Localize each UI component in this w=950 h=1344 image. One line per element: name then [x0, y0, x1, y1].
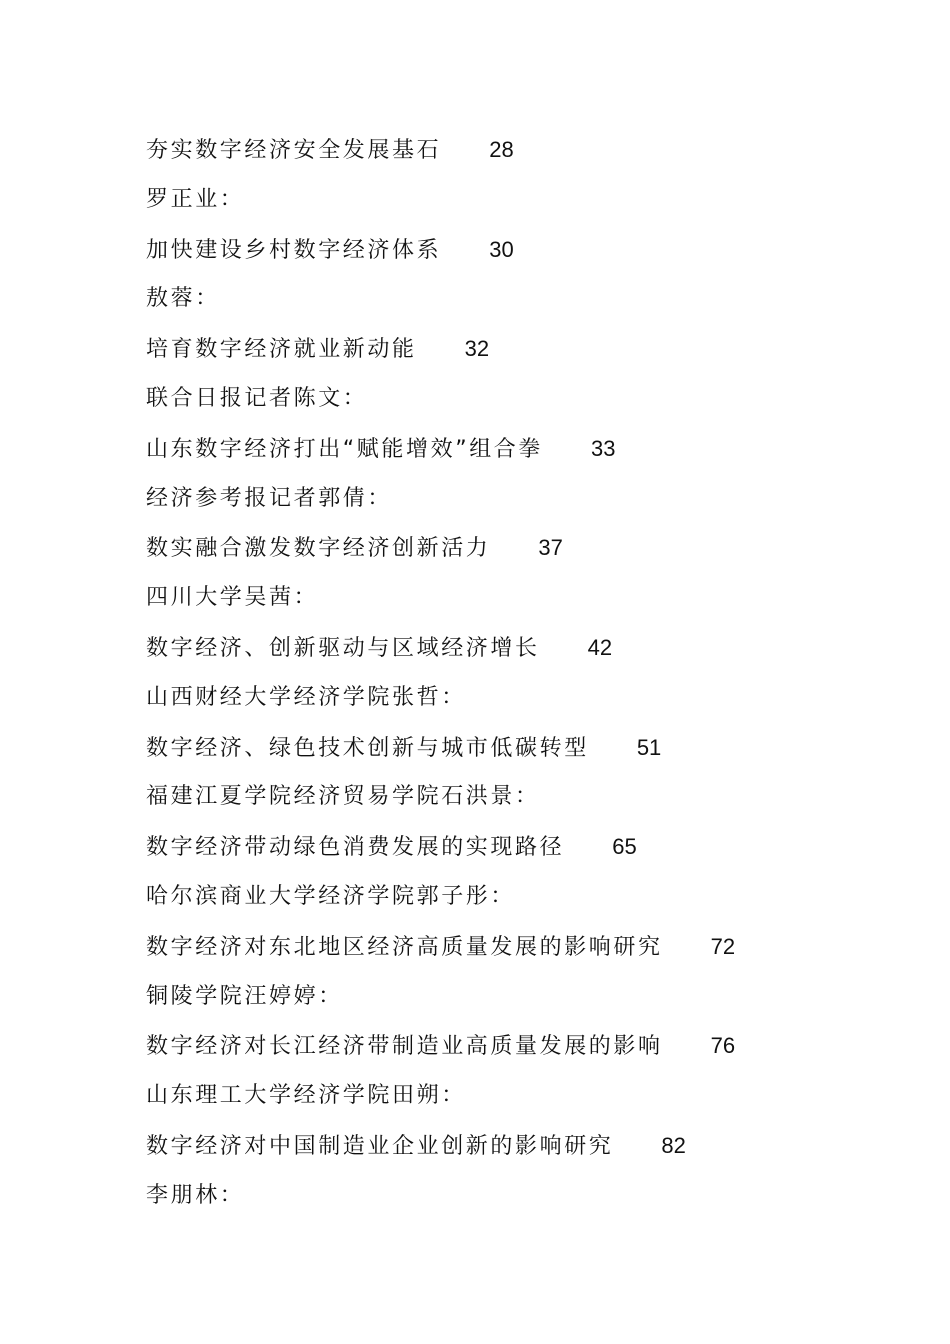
toc-author: 经济参考报记者郭倩：: [146, 485, 393, 511]
toc-author: 山西财经大学经济学院张哲：: [146, 684, 466, 710]
toc-author: 四川大学吴茜：: [146, 585, 319, 611]
table-of-contents: [146, 125, 886, 1221]
entry-title: 数实融合激发数字经济创新活力: [146, 536, 491, 562]
entry-page-number: 51: [636, 734, 662, 760]
toc-entry: [146, 723, 886, 773]
toc-author: 李朋林：: [146, 1182, 245, 1208]
toc-entry: [146, 922, 886, 972]
entry-title: 夯实数字经济安全发展基石: [146, 138, 442, 163]
entry-page-number: 28: [489, 137, 514, 162]
toc-entry: [146, 523, 886, 573]
toc-entry: [146, 1021, 886, 1071]
toc-entry: [146, 1121, 886, 1171]
entry-page-number: 82: [661, 1132, 686, 1158]
toc-author: 罗正业：: [146, 186, 245, 212]
toc-author: 铜陵学院汪婷婷：: [146, 983, 343, 1009]
entry-page-number: 72: [710, 933, 736, 959]
entry-title: 加快建设乡村数字经济体系: [146, 237, 442, 263]
toc-author: 敖蓉：: [146, 286, 220, 312]
entry-title: 数字经济、绿色技术创新与城市低碳转型: [146, 735, 589, 761]
entry-title: 数字经济对中国制造业企业创新的影响研究: [146, 1133, 614, 1159]
entry-page-number: 32: [464, 336, 490, 362]
entry-page-number: 76: [710, 1033, 736, 1059]
toc-entry: [146, 623, 886, 673]
entry-page-number: 37: [538, 535, 563, 561]
entry-title: 山东数字经济打出“赋能增效”组合拳: [146, 436, 543, 462]
toc-entry: [146, 125, 886, 175]
toc-author: 哈尔滨商业大学经济学院郭子彤：: [146, 883, 516, 909]
toc-entry: [146, 225, 886, 275]
toc-author: 福建江夏学院经济贸易学院石洪景：: [146, 784, 540, 810]
entry-page-number: 65: [612, 834, 637, 860]
entry-title: 数字经济对东北地区经济高质量发展的影响研究: [146, 934, 663, 960]
entry-page-number: 30: [489, 236, 514, 262]
toc-entry: [146, 424, 886, 474]
toc-author: 山东理工大学经济学院田朔：: [146, 1083, 466, 1109]
entry-title: 培育数字经济就业新动能: [146, 337, 417, 363]
entry-page-number: 42: [587, 634, 613, 660]
entry-title: 数字经济、创新驱动与区域经济增长: [146, 635, 540, 661]
entry-page-number: 33: [591, 435, 616, 461]
toc-author: 联合日报记者陈文：: [146, 385, 368, 411]
toc-entry: [146, 822, 886, 872]
toc-entry: [146, 324, 886, 374]
entry-title: 数字经济对长江经济带制造业高质量发展的影响: [146, 1034, 663, 1060]
entry-title: 数字经济带动绿色消费发展的实现路径: [146, 835, 565, 861]
